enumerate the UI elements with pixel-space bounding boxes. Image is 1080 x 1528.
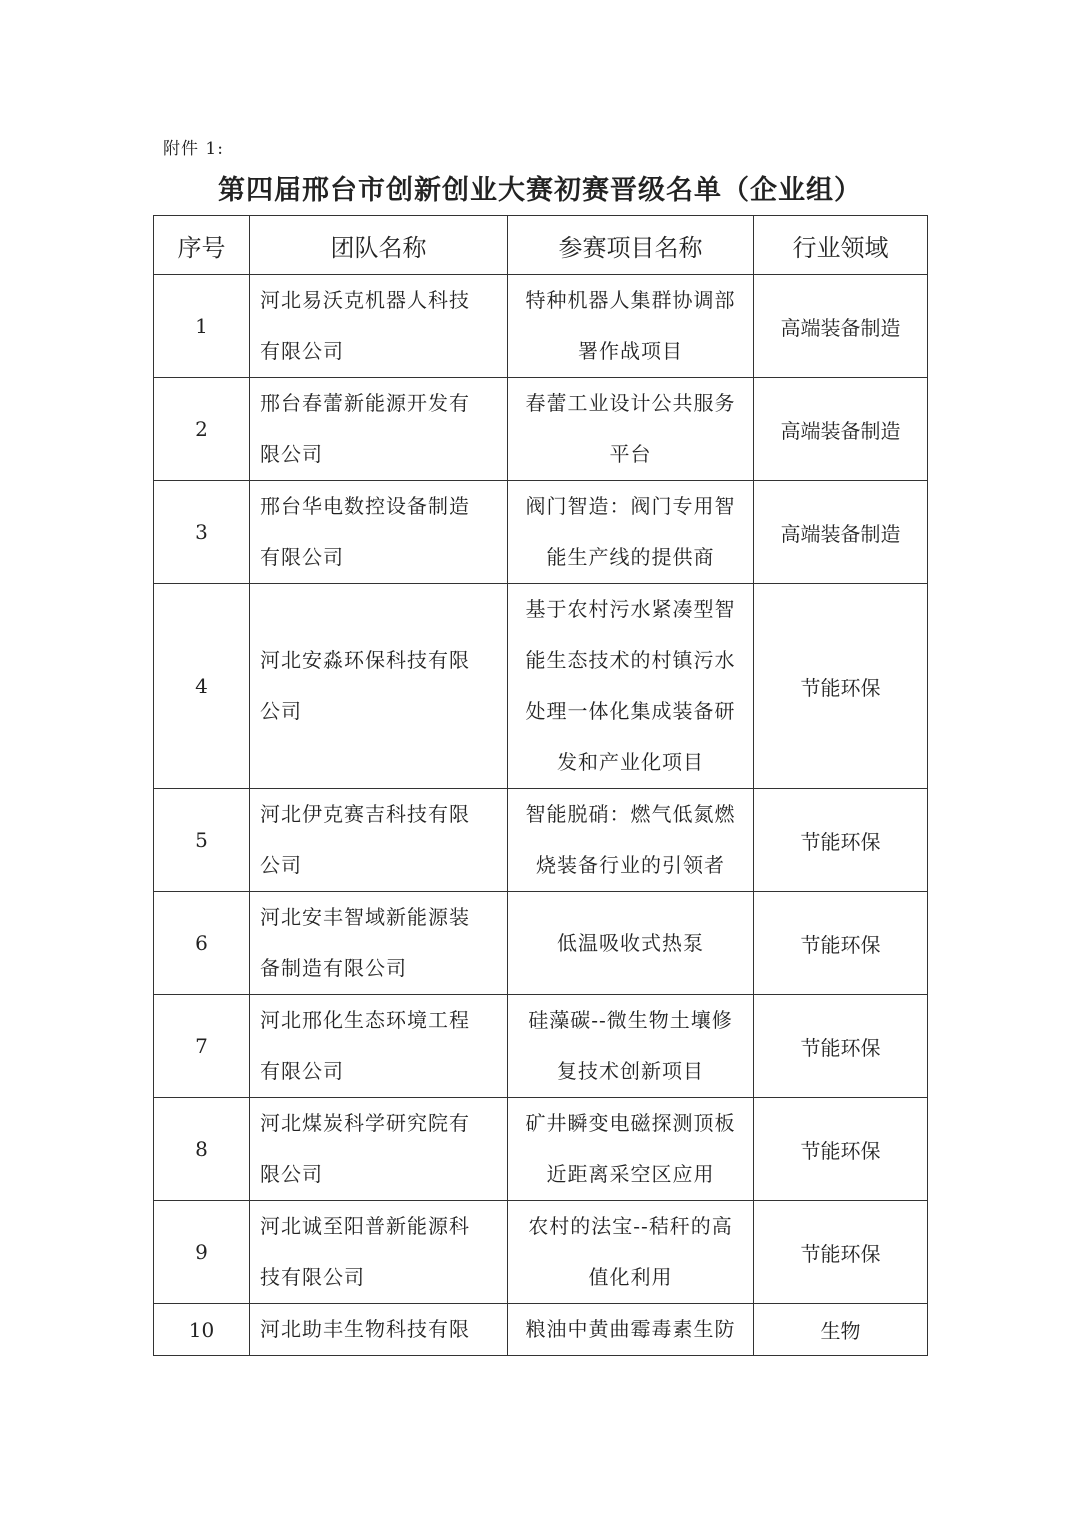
- table-header-row: [154, 216, 928, 275]
- header-no: 序号: [154, 216, 250, 275]
- cell-field: 节能环保: [754, 995, 928, 1098]
- team-line: 河北安丰智域新能源装: [260, 905, 470, 929]
- cell-project: [508, 892, 754, 995]
- cell-project: [508, 995, 754, 1098]
- cell-project: [508, 584, 754, 789]
- team-line: 公司: [260, 853, 302, 877]
- team-line: 河北安淼环保科技有限: [260, 648, 470, 672]
- table-row: [154, 892, 928, 995]
- cell-no: 4: [154, 584, 250, 789]
- cell-team: [250, 995, 508, 1098]
- cell-no: 8: [154, 1098, 250, 1201]
- project-line: 烧装备行业的引领者: [536, 853, 725, 877]
- team-line: 河北邢化生态环境工程: [260, 1008, 470, 1032]
- cell-team: [250, 378, 508, 481]
- project-line: 硅藻碳--微生物土壤修: [528, 1008, 733, 1032]
- project-line: 智能脱硝：燃气低氮燃: [525, 802, 736, 826]
- cell-field: 高端装备制造: [754, 275, 928, 378]
- cell-project: [508, 378, 754, 481]
- cell-team: [250, 1201, 508, 1304]
- table-row: [154, 789, 928, 892]
- cell-project: [508, 789, 754, 892]
- attachment-label: 附件 1:: [163, 139, 224, 159]
- project-line: 矿井瞬变电磁探测顶板: [525, 1111, 736, 1135]
- cell-project: [508, 275, 754, 378]
- cell-team: [250, 1098, 508, 1201]
- cell-no: 2: [154, 378, 250, 481]
- project-line: 处理一体化集成装备研: [525, 699, 736, 723]
- cell-team: [250, 275, 508, 378]
- project-line: 能生态技术的村镇污水: [525, 648, 736, 672]
- project-line: 低温吸收式热泵: [557, 930, 704, 955]
- cell-project: [508, 1304, 754, 1356]
- team-line: 河北易沃克机器人科技: [260, 288, 470, 312]
- team-line: 限公司: [260, 442, 323, 466]
- table-row: [154, 995, 928, 1098]
- team-line: 邢台春蕾新能源开发有: [260, 391, 470, 415]
- cell-team: [250, 481, 508, 584]
- cell-field: 节能环保: [754, 1201, 928, 1304]
- project-line: 阀门智造：阀门专用智: [525, 494, 736, 518]
- project-line: 近距离采空区应用: [546, 1162, 715, 1186]
- cell-team: [250, 789, 508, 892]
- project-line: 特种机器人集群协调部: [525, 288, 736, 312]
- cell-no: 5: [154, 789, 250, 892]
- cell-project: [508, 1201, 754, 1304]
- team-line: 备制造有限公司: [260, 956, 407, 980]
- page-title: 第四届邢台市创新创业大赛初赛晋级名单（企业组）: [218, 175, 862, 206]
- table-body: [154, 275, 928, 1356]
- table-row: [154, 378, 928, 481]
- cell-no: 9: [154, 1201, 250, 1304]
- team-line: 邢台华电数控设备制造: [260, 494, 470, 518]
- cell-field: 高端装备制造: [754, 481, 928, 584]
- header-project: 参赛项目名称: [508, 216, 754, 275]
- team-line: 公司: [260, 699, 302, 723]
- header-field: 行业领域: [754, 216, 928, 275]
- team-line: 河北煤炭科学研究院有: [260, 1111, 470, 1135]
- table-row: [154, 275, 928, 378]
- project-line: 基于农村污水紧凑型智: [525, 597, 736, 621]
- cell-project: [508, 1098, 754, 1201]
- team-line: 有限公司: [260, 545, 344, 569]
- project-line: 能生产线的提供商: [546, 545, 715, 569]
- project-line: 值化利用: [588, 1265, 673, 1289]
- project-line: 农村的法宝--秸秆的高: [528, 1214, 733, 1238]
- cell-no: 3: [154, 481, 250, 584]
- cell-field: 节能环保: [754, 584, 928, 789]
- cell-project: [508, 481, 754, 584]
- cell-no: 7: [154, 995, 250, 1098]
- project-line: 春蕾工业设计公共服务: [525, 391, 736, 415]
- table-row: [154, 481, 928, 584]
- team-line: 技有限公司: [260, 1265, 365, 1289]
- team-line: 河北伊克赛吉科技有限: [260, 802, 470, 826]
- table-row: [154, 1304, 928, 1356]
- team-line: 有限公司: [260, 339, 344, 363]
- cell-field: 节能环保: [754, 789, 928, 892]
- cell-team: [250, 892, 508, 995]
- table-row: [154, 584, 928, 789]
- cell-field: 节能环保: [754, 892, 928, 995]
- table-row: [154, 1098, 928, 1201]
- team-line: 有限公司: [260, 1059, 344, 1083]
- cell-field: 节能环保: [754, 1098, 928, 1201]
- header-team: 团队名称: [250, 216, 508, 275]
- cell-field: 生物: [754, 1304, 928, 1356]
- cell-no: 1: [154, 275, 250, 378]
- cell-team: [250, 584, 508, 789]
- cell-team: [250, 1304, 508, 1356]
- results-table: [153, 215, 928, 1356]
- project-line: 署作战项目: [578, 339, 683, 363]
- table-row: [154, 1201, 928, 1304]
- project-line: 复技术创新项目: [557, 1059, 704, 1083]
- team-line: 限公司: [260, 1162, 323, 1186]
- cell-no: 10: [154, 1304, 250, 1356]
- cell-field: 高端装备制造: [754, 378, 928, 481]
- project-line: 平台: [609, 442, 652, 466]
- project-line: 粮油中黄曲霉毒素生防: [525, 1317, 736, 1341]
- team-line: 河北助丰生物科技有限: [260, 1317, 470, 1341]
- team-line: 河北诚至阳普新能源科: [260, 1214, 470, 1238]
- project-line: 发和产业化项目: [557, 750, 704, 774]
- cell-no: 6: [154, 892, 250, 995]
